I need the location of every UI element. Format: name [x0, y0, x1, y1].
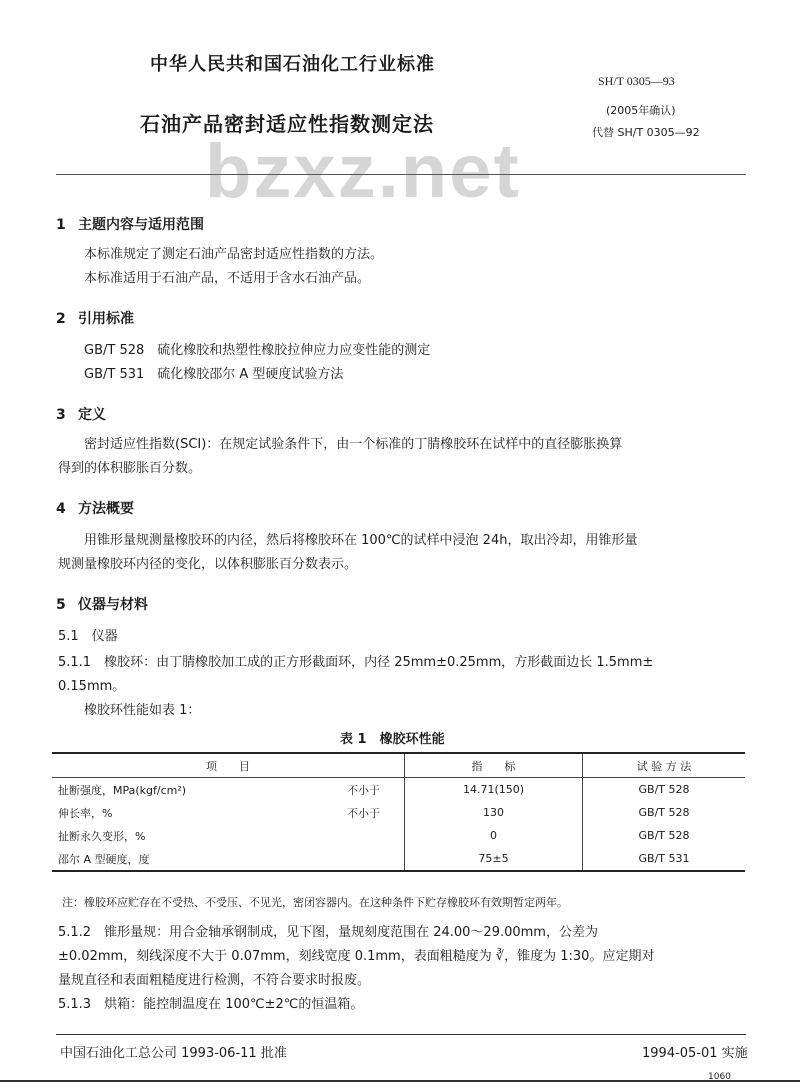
page-number: 1060	[708, 1072, 731, 1082]
item-cell	[52, 801, 405, 824]
column-header-spec: 指 标	[405, 753, 583, 778]
watermark: bzxz.net	[205, 129, 521, 214]
table-header-row	[52, 753, 745, 778]
table-row	[52, 801, 745, 824]
section-title: 引用标准	[78, 311, 134, 327]
method-cell: GB/T 528	[638, 806, 690, 819]
standard-code: SH/T 0305—93	[598, 74, 675, 88]
method-cell: GB/T 531	[638, 852, 690, 865]
table-row	[52, 847, 745, 871]
page-edge-line	[0, 1080, 800, 1082]
footer-divider	[56, 1034, 746, 1035]
item-name: 伸长率，%	[58, 806, 113, 820]
table-row	[52, 778, 745, 802]
clause-5-1-1-line-2: 0.15mm。	[58, 679, 126, 694]
rubber-ring-properties-table	[52, 752, 745, 872]
table-1-title: 表 1 橡胶环性能	[340, 732, 445, 747]
section-number: 1	[56, 217, 66, 233]
section-5-heading	[56, 594, 148, 614]
replaces-note: 代替 SH/T 0305—92	[592, 126, 700, 139]
column-header-method: 试 验 方 法	[636, 759, 692, 773]
section-number: 4	[56, 501, 66, 517]
summary-line-1: 用锥形量规测量橡胶环的内径，然后将橡胶环在 100℃的试样中浸泡 24h，取出冷却，用锥形量	[84, 533, 638, 548]
section-1-heading	[56, 214, 204, 234]
clause-5-1-2-line-1: 5.1.2 锥形量规：用合金轴承钢制成，见下图，量规刻度范围在 24.00～29.00mm，公差为	[58, 925, 598, 940]
item-cell	[52, 847, 405, 871]
item-cell	[52, 824, 405, 847]
method-cell: GB/T 528	[638, 829, 690, 842]
section-title: 方法概要	[78, 501, 134, 517]
section-1-para-1: 本标准规定了测定石油产品密封适应性指数的方法。	[84, 247, 384, 262]
clause-5-1-3: 5.1.3 烘箱：能控制温度在 100℃±2℃的恒温箱。	[58, 997, 364, 1012]
clause-5-1-2-line-2: ±0.02mm，刻线深度不大于 0.07mm，刻线宽度 0.1mm，表面粗糙度为 ∛，锥度为 1:30。应定期对	[58, 949, 655, 964]
definition-line-1: 密封适应性指数(SCI)：在规定试验条件下，由一个标准的丁腈橡胶环在试样中的直径膨胀换算	[84, 437, 623, 452]
clause-5-1-2-line-3: 量规直径和表面粗糙度进行检测，不符合要求时报废。	[58, 973, 371, 988]
section-2-heading	[56, 308, 134, 328]
column-header-item: 项 目	[52, 753, 405, 778]
item-cell	[52, 778, 405, 802]
item-name: 扯断强度，MPa(kgf/cm²)	[58, 783, 187, 797]
value-cell: 0	[405, 824, 583, 847]
confirmation-note: (2005年确认)	[606, 104, 676, 117]
reference-gbt531: GB/T 531 硫化橡胶邵尔 A 型硬度试验方法	[84, 367, 344, 382]
header-divider	[56, 174, 746, 175]
section-4-heading	[56, 498, 134, 518]
table-note: 注：橡胶环应贮存在不受热、不受压、不见光，密闭容器内。在这种条件下贮存橡胶环有效期暂定两年。	[62, 896, 568, 909]
section-number: 5	[56, 597, 66, 613]
clause-5-1-1-line-1: 5.1.1 橡胶环：由丁腈橡胶加工成的正方形截面环，内径 25mm±0.25mm，方形截面边长 1.5mm±	[58, 655, 654, 670]
section-title: 定义	[78, 407, 106, 423]
value-cell: 130	[405, 801, 583, 824]
implementation-date: 1994-05-01 实施	[642, 1046, 748, 1061]
value-cell: 14.71(150)	[405, 778, 583, 802]
approval-date: 中国石油化工总公司 1993-06-11 批准	[60, 1046, 287, 1061]
document-title: 石油产品密封适应性指数测定法	[140, 112, 434, 136]
section-3-heading	[56, 404, 106, 424]
section-1-para-2: 本标准适用于石油产品，不适用于含水石油产品。	[84, 271, 371, 286]
limit-qualifier: 不小于	[347, 783, 380, 797]
limit-qualifier: 不小于	[347, 806, 380, 820]
method-cell: GB/T 528	[638, 783, 690, 796]
clause-5-1-1-line-3: 橡胶环性能如表 1：	[84, 703, 201, 718]
definition-line-2: 得到的体积膨胀百分数。	[58, 461, 202, 476]
section-title: 主题内容与适用范围	[78, 217, 204, 233]
issuing-authority: 中华人民共和国石油化工行业标准	[150, 54, 435, 75]
subsection-5-1: 5.1 仪器	[58, 629, 118, 644]
value-cell: 75±5	[405, 847, 583, 871]
section-number: 3	[56, 407, 66, 423]
item-name: 扯断永久变形，%	[58, 829, 146, 843]
summary-line-2: 规测量橡胶环内径的变化，以体积膨胀百分数表示。	[58, 557, 358, 572]
table-row	[52, 824, 745, 847]
section-number: 2	[56, 311, 66, 327]
section-title: 仪器与材料	[78, 597, 148, 613]
item-name: 邵尔 A 型硬度，度	[58, 852, 150, 866]
reference-gbt528: GB/T 528 硫化橡胶和热塑性橡胶拉伸应力应变性能的测定	[84, 343, 431, 358]
